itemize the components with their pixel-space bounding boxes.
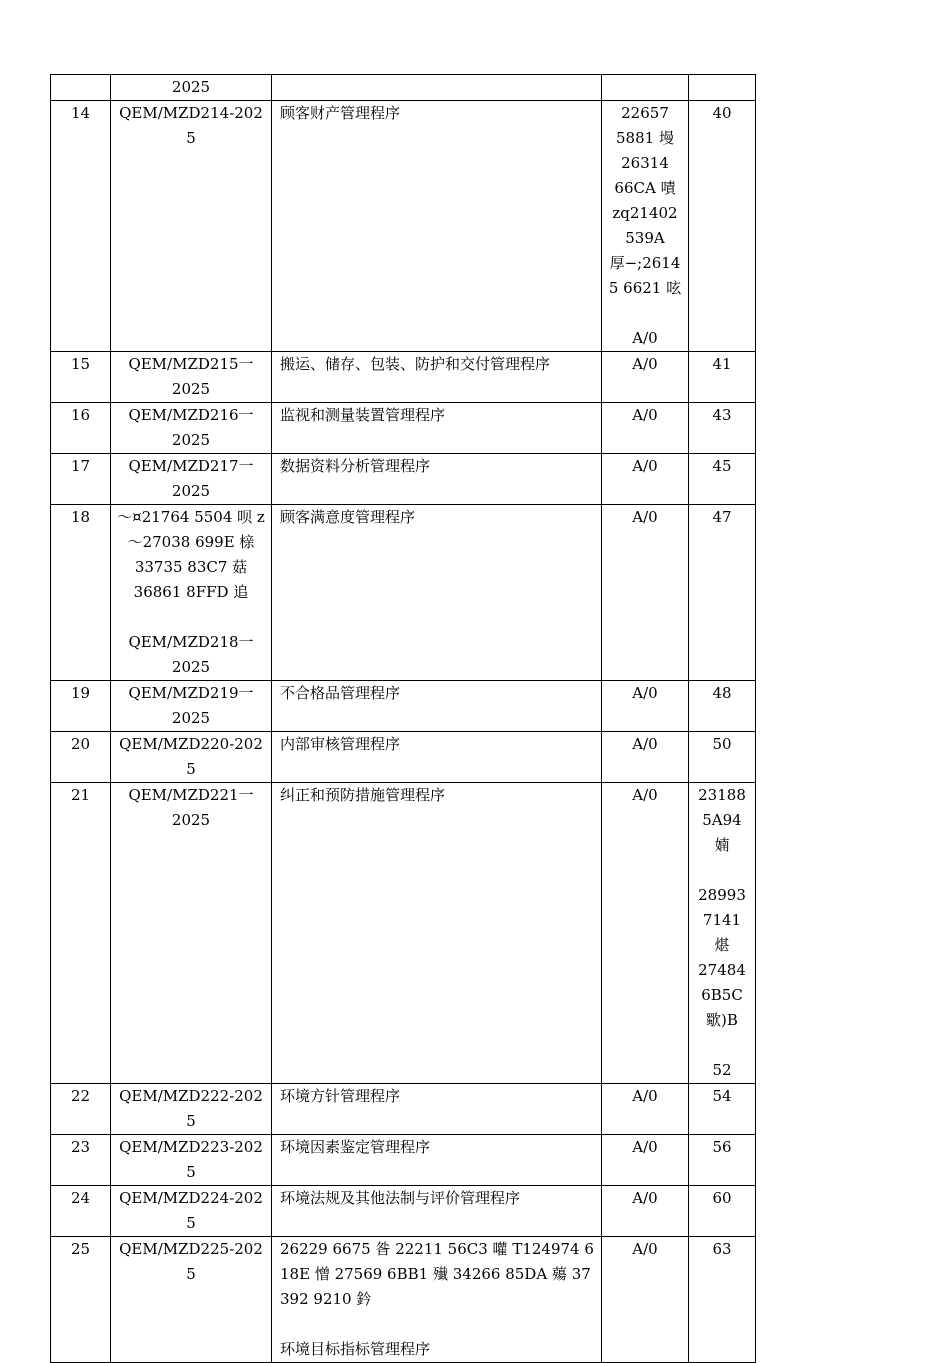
document-version: A/0	[602, 1084, 689, 1135]
page-number: 45	[689, 454, 756, 505]
row-number: 18	[51, 505, 111, 681]
document-code: QEM/MZD221一 2025	[111, 783, 272, 1084]
document-code: QEM/MZD219一 2025	[111, 681, 272, 732]
table-row	[51, 352, 756, 403]
page-number: 56	[689, 1135, 756, 1186]
row-number: 23	[51, 1135, 111, 1186]
document-name: 环境法规及其他法制与评价管理程序	[272, 1186, 602, 1237]
row-number: 16	[51, 403, 111, 454]
document-code: ～¤21764 5504 呗 z ～27038 699E 榇 33735 83C7 菇 36861 8FFD 追 QEM/MZD218一 2025	[111, 505, 272, 681]
table-row	[51, 505, 756, 681]
document-name: 顾客满意度管理程序	[272, 505, 602, 681]
table-row	[51, 681, 756, 732]
row-number: 21	[51, 783, 111, 1084]
table-row	[51, 101, 756, 352]
document-name: 不合格品管理程序	[272, 681, 602, 732]
table-row	[51, 1186, 756, 1237]
document-version: A/0	[602, 1237, 689, 1363]
page-number: 43	[689, 403, 756, 454]
page-number: 54	[689, 1084, 756, 1135]
document-code: QEM/MZD222-2025	[111, 1084, 272, 1135]
page-number: 23188 5A94 婻 28993 7141 煁 27484 6B5C 歜)B 52	[689, 783, 756, 1084]
document-code: QEM/MZD216一 2025	[111, 403, 272, 454]
document-code: QEM/MZD214-2025	[111, 101, 272, 352]
document-version: A/0	[602, 403, 689, 454]
document-version: A/0	[602, 681, 689, 732]
row-number: 14	[51, 101, 111, 352]
document-name: 纠正和预防措施管理程序	[272, 783, 602, 1084]
page-number: 48	[689, 681, 756, 732]
document-name: 搬运、储存、包装、防护和交付管理程序	[272, 352, 602, 403]
document-version	[602, 75, 689, 101]
document-name	[272, 75, 602, 101]
document-index-table	[50, 74, 756, 1363]
row-number: 20	[51, 732, 111, 783]
document-version: A/0	[602, 783, 689, 1084]
table-row	[51, 1135, 756, 1186]
page-number: 60	[689, 1186, 756, 1237]
document-version: A/0	[602, 1135, 689, 1186]
document-name: 顾客财产管理程序	[272, 101, 602, 352]
document-version: 22657 5881 墁 26314 66CA 嘖 zq21402 539A 厚−;2614 5 6621 呟 A/0	[602, 101, 689, 352]
page-number: 47	[689, 505, 756, 681]
document-name: 26229 6675 昝 22211 56C3 嚾 T124974 618E 憎 27569 6BB1 殱 34266 85DA 薚 37392 9210 鈐 环境目标指标管理程序	[272, 1237, 602, 1363]
table-row	[51, 1084, 756, 1135]
page-number	[689, 75, 756, 101]
page-number: 41	[689, 352, 756, 403]
document-code: QEM/MZD220-2025	[111, 732, 272, 783]
row-number: 22	[51, 1084, 111, 1135]
page-number: 40	[689, 101, 756, 352]
document-version: A/0	[602, 352, 689, 403]
table-row	[51, 403, 756, 454]
document-version: A/0	[602, 1186, 689, 1237]
document-code: QEM/MZD217一 2025	[111, 454, 272, 505]
page-number: 50	[689, 732, 756, 783]
row-number: 15	[51, 352, 111, 403]
document-name: 环境方针管理程序	[272, 1084, 602, 1135]
document-name: 环境因素鉴定管理程序	[272, 1135, 602, 1186]
document-name: 数据资料分析管理程序	[272, 454, 602, 505]
document-version: A/0	[602, 732, 689, 783]
document-version: A/0	[602, 454, 689, 505]
table-row	[51, 454, 756, 505]
document-code: QEM/MZD224-2025	[111, 1186, 272, 1237]
row-number: 19	[51, 681, 111, 732]
table-row	[51, 783, 756, 1084]
document-name: 监视和测量装置管理程序	[272, 403, 602, 454]
document-name: 内部审核管理程序	[272, 732, 602, 783]
document-code: QEM/MZD225-2025	[111, 1237, 272, 1363]
row-number: 25	[51, 1237, 111, 1363]
document-code: QEM/MZD223-2025	[111, 1135, 272, 1186]
document-code: QEM/MZD215一 2025	[111, 352, 272, 403]
table-row	[51, 732, 756, 783]
document-code: 2025	[111, 75, 272, 101]
page-number: 63	[689, 1237, 756, 1363]
table-row	[51, 75, 756, 101]
row-number	[51, 75, 111, 101]
document-version: A/0	[602, 505, 689, 681]
row-number: 17	[51, 454, 111, 505]
row-number: 24	[51, 1186, 111, 1237]
